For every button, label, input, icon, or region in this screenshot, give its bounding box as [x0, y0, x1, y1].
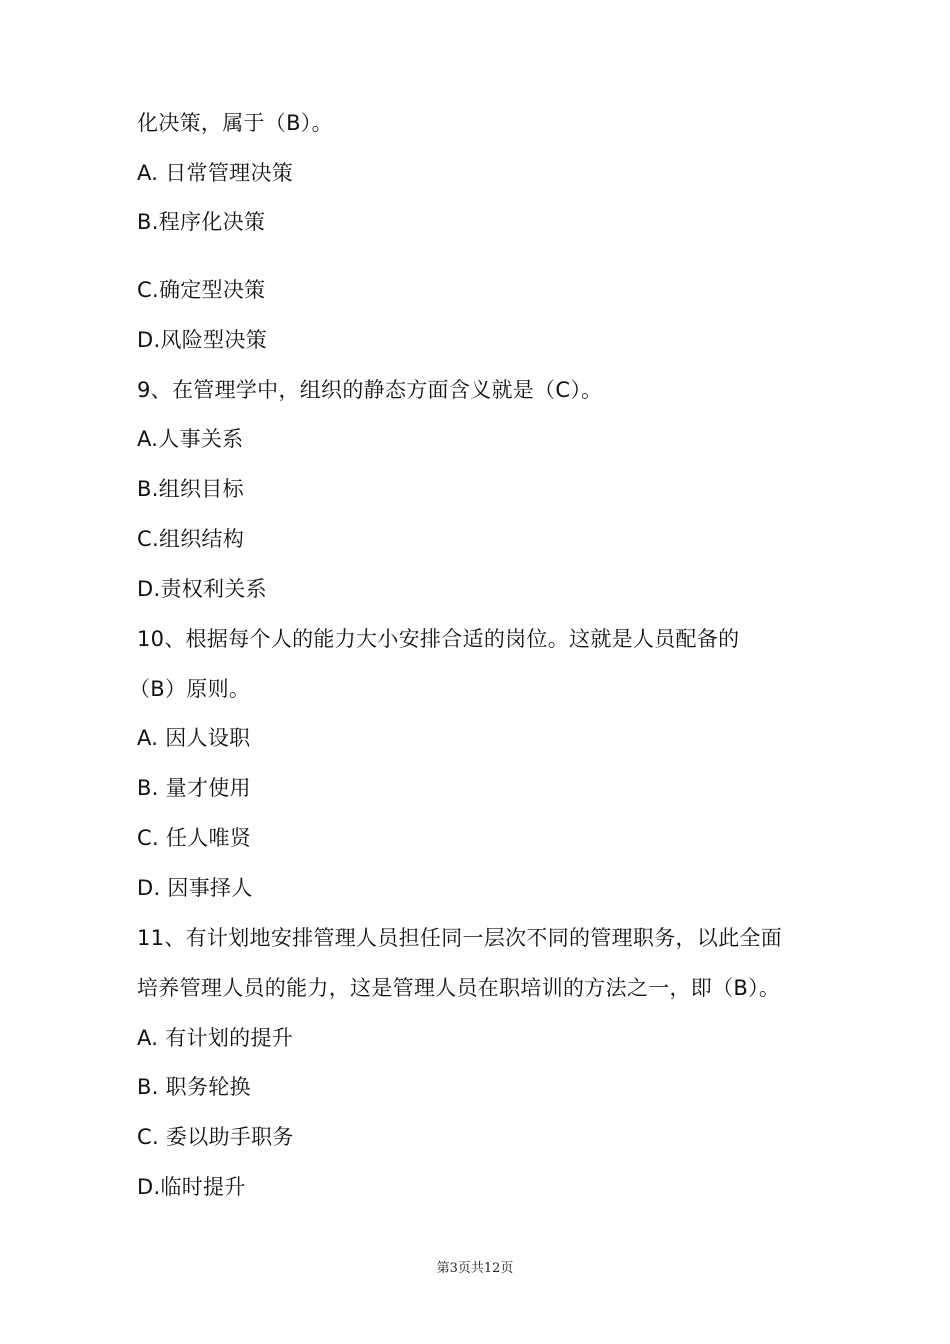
question-10-option-d: D. 因事择人 — [137, 876, 253, 900]
question-9-stem: 9、在管理学中，组织的静态方面含义就是（C）。 — [137, 378, 603, 402]
question-9-option-a: A.人事关系 — [137, 427, 244, 451]
question-9-option-d: D.责权利关系 — [137, 577, 267, 601]
question-10-option-b: B. 量才使用 — [137, 776, 251, 800]
question-11-stem-line-1: 11、有计划地安排管理人员担任同一层次不同的管理职务，以此全面 — [137, 926, 783, 950]
question-8-option-a: A. 日常管理决策 — [137, 161, 294, 185]
question-10-stem-line-2: （B）原则。 — [129, 677, 251, 701]
question-11-option-b: B. 职务轮换 — [137, 1075, 251, 1099]
question-8-stem-continuation: 化决策，属于（B）。 — [137, 111, 333, 135]
question-11-option-a: A. 有计划的提升 — [137, 1026, 294, 1050]
question-11-option-c: C. 委以助手职务 — [137, 1125, 294, 1149]
question-11-option-d: D.临时提升 — [137, 1175, 246, 1199]
question-9-option-c: C.组织结构 — [137, 527, 245, 551]
question-9-option-b: B.组织目标 — [137, 477, 244, 501]
question-10-option-c: C. 任人唯贤 — [137, 826, 252, 850]
page-number-footer: 第3页共12页 — [436, 1261, 514, 1276]
question-11-stem-line-2: 培养管理人员的能力，这是管理人员在职培训的方法之一，即（B）。 — [137, 976, 781, 1000]
question-8-option-b: B.程序化决策 — [137, 210, 266, 234]
question-8-option-c: C.确定型决策 — [137, 278, 266, 302]
question-10-stem-line-1: 10、根据每个人的能力大小安排合适的岗位。这就是人员配备的 — [137, 627, 740, 651]
question-10-option-a: A. 因人设职 — [137, 726, 251, 750]
question-8-option-d: D.风险型决策 — [137, 328, 267, 352]
